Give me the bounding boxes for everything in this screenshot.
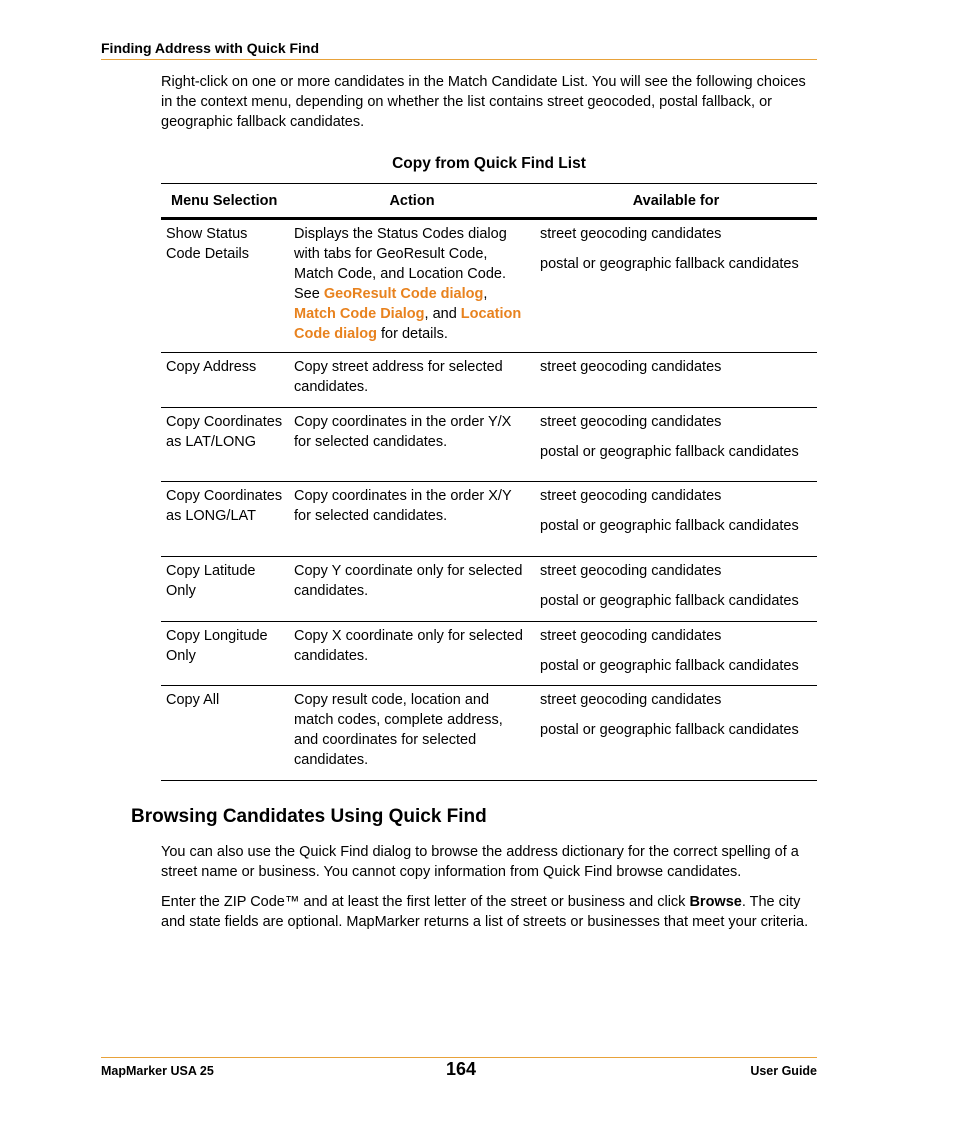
table-row	[161, 557, 817, 622]
availability-item: postal or geographic fallback candidates	[540, 593, 799, 609]
availability-item: postal or geographic fallback candidates	[540, 722, 799, 738]
paragraph-text: Enter the ZIP Code™ and at least the first letter of the street or business and click	[161, 894, 690, 910]
availability-item: postal or geographic fallback candidates	[540, 256, 799, 272]
column-header-available-for: Available for	[535, 184, 817, 219]
copy-options-table	[161, 183, 817, 781]
table-row	[161, 482, 817, 557]
georesult-code-dialog-link[interactable]: GeoResult Code dialog	[323, 286, 484, 302]
running-header: Finding Address with Quick Find	[101, 40, 817, 60]
intro-paragraph: Right-click on one or more candidates in the Match Candidate List. You will see the following choices in the context menu, depending on whether the list contains street geocoded, postal fallback, or geographic fallback candidates.	[161, 74, 806, 130]
menu-selection-cell: Show Status Code Details	[161, 219, 289, 353]
menu-selection-cell: Copy All	[161, 686, 289, 781]
column-header-action: Action	[289, 184, 535, 219]
available-for-cell	[535, 408, 817, 482]
action-cell: Copy street address for selected candidates.	[289, 353, 535, 408]
availability-item: postal or geographic fallback candidates	[540, 518, 799, 534]
availability-item: street geocoding candidates	[540, 692, 722, 708]
available-for-cell	[535, 622, 817, 686]
menu-selection-cell: Copy Coordinates as LONG/LAT	[161, 482, 289, 557]
page-number: 164	[446, 1059, 477, 1079]
available-for-cell	[535, 686, 817, 781]
browse-button-reference: Browse	[689, 894, 742, 910]
availability-item: street geocoding candidates	[540, 359, 722, 375]
availability-item: street geocoding candidates	[540, 488, 722, 504]
table-row	[161, 622, 817, 686]
availability-item: street geocoding candidates	[540, 414, 722, 430]
section-heading: Browsing Candidates Using Quick Find	[131, 806, 487, 827]
table-row	[161, 408, 817, 482]
table-row	[161, 219, 817, 353]
footer-product-name: MapMarker USA 25	[101, 1064, 214, 1078]
availability-item: street geocoding candidates	[540, 628, 722, 644]
table-row	[161, 353, 817, 408]
footer-rule	[101, 1057, 817, 1058]
available-for-cell	[535, 219, 817, 353]
table-row	[161, 686, 817, 781]
availability-item: street geocoding candidates	[540, 563, 722, 579]
browse-paragraph-1: You can also use the Quick Find dialog to browse the address dictionary for the correct spelling of a street name or business. You cannot copy information from Quick Find browse candidates.	[161, 844, 799, 880]
menu-selection-cell: Copy Longitude Only	[161, 622, 289, 686]
browse-paragraph-2	[161, 892, 821, 932]
paragraph-text: . The city and state fields are optional. MapMarker returns a list of streets or businesses that meet your criteria.	[161, 894, 809, 930]
action-cell: Copy X coordinate only for selected candidates.	[289, 622, 535, 686]
availability-item: postal or geographic fallback candidates	[540, 444, 799, 460]
footer-doc-title: User Guide	[750, 1064, 817, 1078]
available-for-cell	[535, 482, 817, 557]
action-text: for details.	[376, 326, 448, 342]
availability-item: postal or geographic fallback candidates	[540, 658, 799, 674]
action-text: ,	[483, 286, 488, 302]
available-for-cell	[535, 557, 817, 622]
action-cell: Copy coordinates in the order X/Y for selected candidates.	[289, 482, 535, 557]
action-cell	[289, 219, 535, 353]
action-cell: Copy Y coordinate only for selected candidates.	[289, 557, 535, 622]
column-header-menu-selection: Menu Selection	[161, 184, 289, 219]
availability-item: street geocoding candidates	[540, 226, 722, 242]
menu-selection-cell: Copy Latitude Only	[161, 557, 289, 622]
action-cell: Copy coordinates in the order Y/X for selected candidates.	[289, 408, 535, 482]
action-text: Displays the Status Codes dialog with tabs for GeoResult Code, Match Code, and Location Code. See	[294, 226, 507, 302]
action-cell: Copy result code, location and match codes, complete address, and coordinates for selected candidates.	[289, 686, 535, 781]
match-code-dialog-link[interactable]: Match Code Dialog	[294, 306, 425, 322]
action-text: , and	[424, 306, 461, 322]
location-code-dialog-link[interactable]: Location Code dialog	[294, 306, 522, 342]
table-header-row	[161, 184, 817, 219]
menu-selection-cell: Copy Coordinates as LAT/LONG	[161, 408, 289, 482]
table-caption: Copy from Quick Find List	[392, 155, 586, 172]
available-for-cell	[535, 353, 817, 408]
menu-selection-cell: Copy Address	[161, 353, 289, 408]
